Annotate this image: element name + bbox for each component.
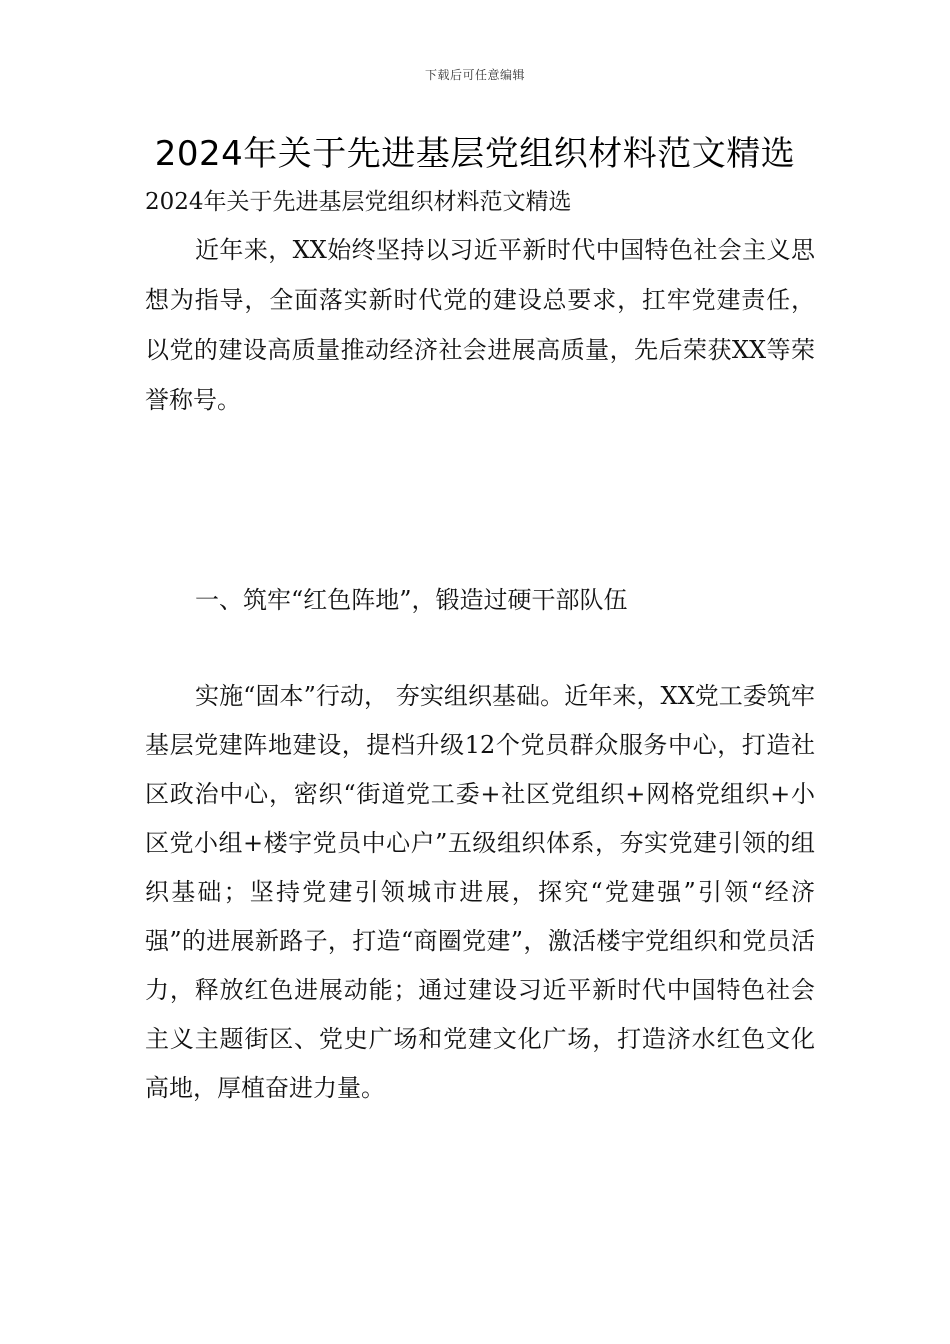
intro-paragraph: 近年来，XX始终坚持以习近平新时代中国特色社会主义思想为指导，全面落实新时代党的建设总要求，扛牢党建责任，以党的建设高质量推动经济社会进展高质量，先后荣获XX等荣誉称号。 (145, 236, 815, 414)
header-note: 下载后可任意编辑 (424, 68, 525, 82)
section-1-paragraph: 实施“固本”行动， 夯实组织基础。近年来，XX党工委筑牢基层党建阵地建设，提档升级12个党员群众服务中心，打造社区政治中心，密织“街道党工委+社区党组织+网格党组织+小区党小组+楼宇党员中心户”五级组织体系，夯实党建引领的组织基础；坚持党建引领城市进展，探究“党建强”引领“经济强”的进展新路子，打造“商圈党建”，激活楼宇党组织和党员活力，释放红色进展动能；通过建设习近平新时代中国特色社会主义主题街区、党史广场和党建文化广场，打造济水红色文化高地，厚植奋进力量。 (145, 682, 815, 1102)
section-1-heading: 一、筑牢“红色阵地”，锻造过硬干部队伍 (195, 586, 628, 614)
document-subtitle: 2024年关于先进基层党组织材料范文精选 (145, 189, 572, 215)
document-title: 2024年关于先进基层党组织材料范文精选 (154, 134, 796, 174)
